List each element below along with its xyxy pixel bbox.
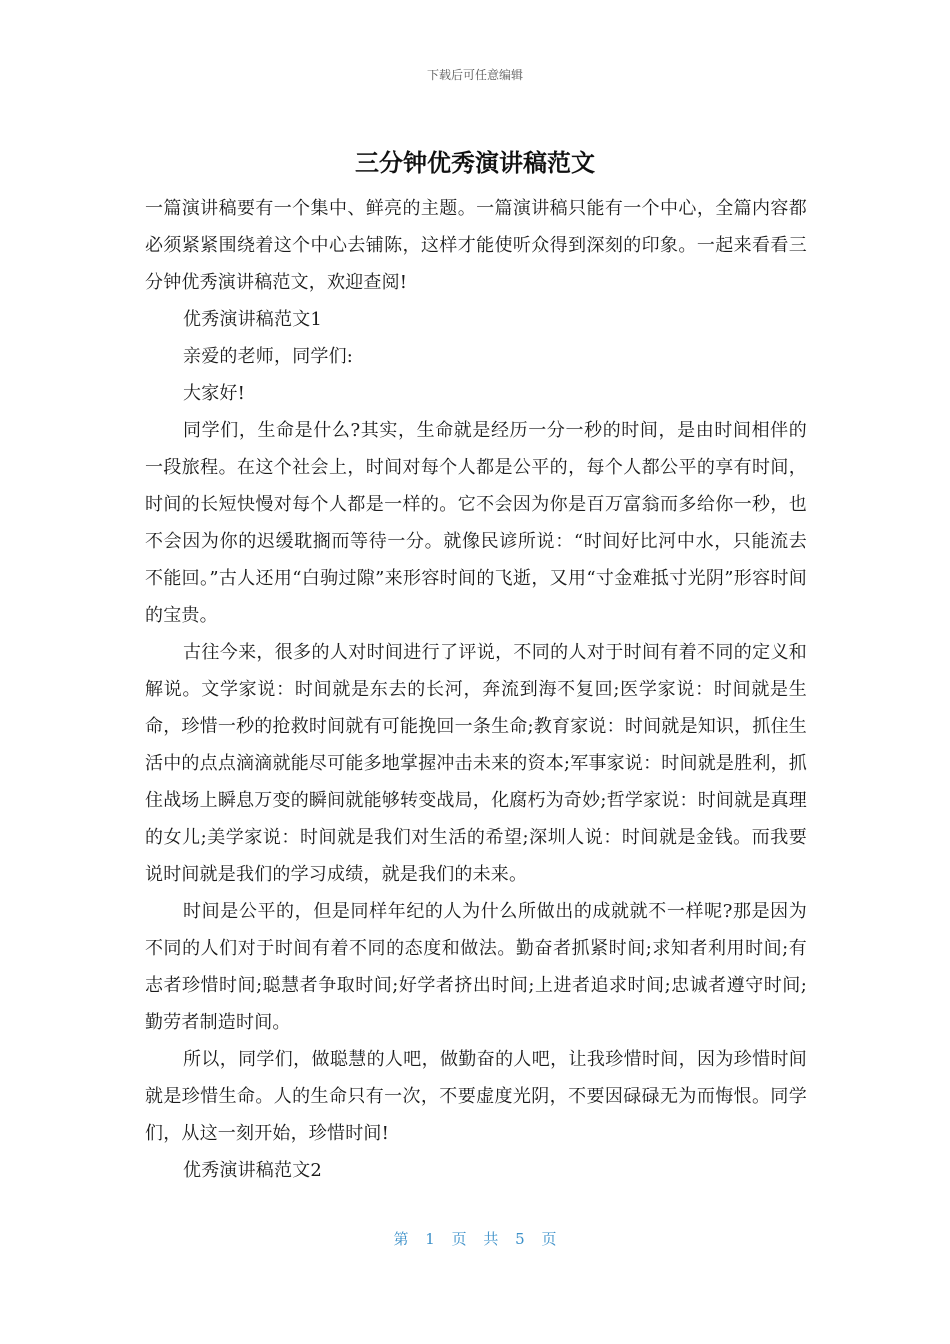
document-body	[145, 190, 807, 1189]
page-number-footer: 第 1 页 共 5 页	[393, 1230, 557, 1248]
body-paragraph: 时间是公平的，但是同样年纪的人为什么所做出的成就就不一样呢?那是因为不同的人们对于时间有着不同的态度和做法。勤奋者抓紧时间;求知者利用时间;有志者珍惜时间;聪慧者争取时间;好学者挤出时间;上进者追求时间;忠诚者遵守时间;勤劳者制造时间。	[145, 901, 807, 1033]
body-paragraph: 古往今来，很多的人对时间进行了评说，不同的人对于时间有着不同的定义和解说。文学家说：时间就是东去的长河，奔流到海不复回;医学家说：时间就是生命，珍惜一秒的抢救时间就有可能挽回一条生命;教育家说：时间就是知识，抓住生活中的点点滴滴就能尽可能多地掌握冲击未来的资本;军事家说：时间就是胜利，抓住战场上瞬息万变的瞬间就能够转变战局，化腐朽为奇妙;哲学家说：时间就是真理的女儿;美学家说：时间就是我们对生活的希望;深圳人说：时间就是金钱。而我要说时间就是我们的学习成绩，就是我们的未来。	[145, 642, 807, 885]
salutation: 亲爱的老师，同学们:	[183, 346, 354, 367]
section-heading-1: 优秀演讲稿范文1	[183, 309, 323, 330]
header-note: 下载后可任意编辑	[426, 68, 523, 82]
body-paragraph: 同学们，生命是什么?其实，生命就是经历一分一秒的时间，是由时间相伴的一段旅程。在这个社会上，时间对每个人都是公平的，每个人都公平的享有时间，时间的长短快慢对每个人都是一样的。它不会因为你是百万富翁而多给你一秒，也不会因为你的迟缓耽搁而等待一分。就像民谚所说：“时间好比河中水，只能流去不能回。”古人还用“白驹过隙”来形容时间的飞逝，又用“寸金难抵寸光阴”形容时间的宝贵。	[145, 420, 807, 626]
body-paragraph: 所以，同学们，做聪慧的人吧，做勤奋的人吧，让我珍惜时间，因为珍惜时间就是珍惜生命。人的生命只有一次，不要虚度光阴，不要因碌碌无为而悔恨。同学们，从这一刻开始，珍惜时间!	[145, 1049, 807, 1144]
intro-paragraph: 一篇演讲稿要有一个集中、鲜亮的主题。一篇演讲稿只能有一个中心，全篇内容都必须紧紧围绕着这个中心去铺陈，这样才能使听众得到深刻的印象。一起来看看三分钟优秀演讲稿范文，欢迎查阅!	[145, 198, 807, 293]
document-title: 三分钟优秀演讲稿范文	[355, 149, 595, 177]
greeting: 大家好!	[183, 383, 246, 404]
section-heading-2: 优秀演讲稿范文2	[183, 1160, 323, 1181]
